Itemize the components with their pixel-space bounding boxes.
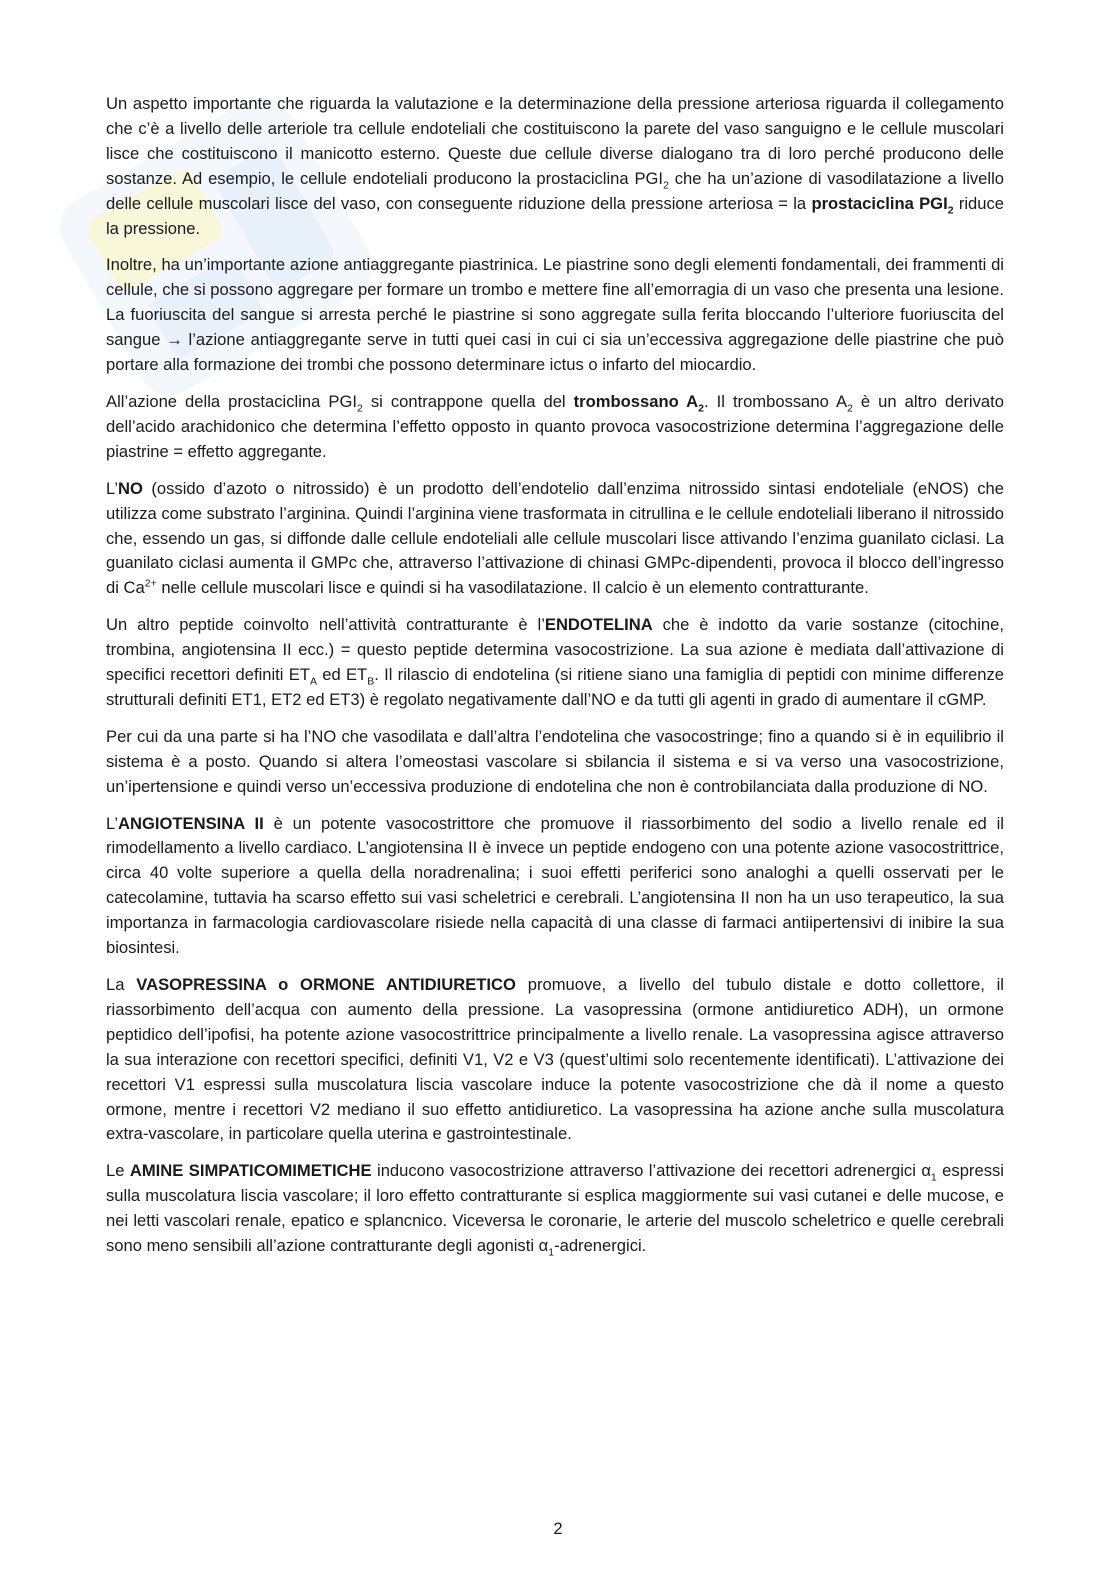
text-run: è un altro derivato dell’acido arachidonico che determina l’effetto opposto in quanto provoca vasocostrizione determina l’aggregazione delle piastrine = effetto aggregante. (106, 391, 1004, 461)
text-run: espressi sulla muscolatura liscia vascolare; il loro effetto contratturante si esplica maggiormente sui vasi cutanei e delle mucose, e nei letti vascolari renale, epatico e splancnico. Viceversa le coronarie, le arterie del muscolo scheletrico e quelle cerebrali sono meno sensibili all’azione contratturante degli agonisti α (106, 1161, 1004, 1256)
text-run: La (106, 975, 137, 994)
text-run: 2 (663, 179, 669, 192)
text-run: 1 (930, 1171, 937, 1184)
text-run: riduce la pressione. (106, 193, 1005, 238)
text-run: . Il rilascio di endotelina (si ritiene siano una famiglia di peptidi con minime differenze strutturali definiti ET1, ET2 ed ET3) è regolato negativamente dall’NO e da tutti gli agenti in grado di aumentare il cGMP. (106, 665, 1004, 709)
superscript (145, 578, 157, 590)
text-run: 2 (356, 402, 363, 415)
text-run: . Il trombossano A (703, 391, 848, 411)
text-run: All’azione della prostaciclina PGI (106, 391, 357, 411)
text-run: L’ (106, 813, 118, 833)
text-run: 1 (548, 1246, 555, 1259)
text-run: nelle cellule muscolari lisce e quindi si ha vasodilatazione. Il calcio è un elemento contratturante. (156, 578, 869, 598)
bold-term: trombossano A (573, 391, 699, 411)
bold-term: ANGIOTENSINA II (118, 813, 264, 833)
subscript (310, 675, 317, 687)
text-run: Inoltre, ha un’importante azione antiaggregante piastrinica. Le piastrine sono degli elementi fondamentali, dei frammenti di cellule, che si possono aggregare per formare un trombo e mettere fine all’emorragia di un vaso che presenta una lesione. La fuoriuscita del sangue si arresta perché le piastrine si sono aggregate sulla ferita bloccando l’ulteriore fuoriuscita del sangue → l’azione antiaggregante serve in tutti quei casi in cui ci sia un’eccessiva aggregazione delle piastrine che può portare alla formazione dei trombi che possono determinare ictus o infarto del miocardio. (106, 255, 1004, 375)
bold-term: AMINE SIMPATICOMIMETICHE (129, 1161, 372, 1181)
bold-term: 2 (947, 203, 954, 216)
text-run: che è indotto da varie sostanze (citochine, trombina, angiotensina II ecc.) = questo peptide determina vasocostrizione. La sua azione è mediata dall’attivazione di specifici recettori definiti ET (106, 615, 1004, 685)
bold-term: prostaciclina PGI (811, 193, 948, 213)
text-run: inducono vasocostrizione attraverso l’attivazione dei recettori adrenergici α (371, 1161, 931, 1181)
text-run: si contrappone quella del (362, 391, 574, 411)
document-body (106, 92, 1004, 1271)
bold-term: VASOPRESSINA o ORMONE ANTIDIURETICO (136, 975, 516, 994)
text-run: ed ET (316, 665, 368, 685)
text-run: -adrenergici. (554, 1236, 647, 1256)
paragraph (106, 253, 1004, 378)
paragraph (106, 390, 1004, 465)
text-run: Per cui da una parte si ha l’NO che vasodilata e dall’altra l’endotelina che vasocostringe; fino a quando si è in equilibrio il sistema è a posto. Quando si altera l’omeostasi vascolare si sbilancia il sistema e si va verso una vasocostrizione, un’ipertensione e quindi verso un’eccessiva produzione di endotelina che non è controbilanciata dalla produzione di NO. (106, 726, 1004, 796)
text-run: B (367, 675, 375, 688)
paragraph (106, 812, 1004, 961)
text-run: è un potente vasocostrittore che promuove il riassorbimento del sodio a livello renale ed il rimodellamento a livello cardiaco. L’angiotensina II è invece un peptide endogeno con una potente azione vasocostrittrice, circa 40 volte superiore a quella della noradrenalina; i suoi effetti periferici sono analoghi a quelli osservati per le catecolamine, tuttavia ha scarso effetto sui vasi scheletrici e cerebrali. L’angiotensina II non ha un uso terapeutico, la sua importanza in farmacologia cardiovascolare risiede nella capacità di una classe di farmaci antiipertensivi di inibire la sua biosintesi. (106, 813, 1004, 958)
text-run: che ha un’azione di vasodilatazione a livello delle cellule muscolari lisce del vaso, con conseguente riduzione della pressione arteriosa = la (106, 168, 1005, 213)
text-run: A (309, 675, 317, 688)
text-run: 2 (847, 402, 853, 415)
text-run: Un aspetto importante che riguarda la valutazione e la determinazione della pressione arteriosa riguarda il collegamento che c’è a livello delle arteriole tra cellule endoteliali che costituiscono la parete del vaso sanguigno e le cellule muscolari lisce che costituiscono il manicotto esterno. Queste due cellule diverse dialogano tra di loro perché producono delle sostanze. Ad esempio, le cellule endoteliali producono la prostaciclina PGI (106, 94, 1004, 188)
text-run: L’ (106, 478, 118, 498)
page-number: 2 (553, 1519, 563, 1538)
paragraph (106, 973, 1004, 1147)
paragraph (106, 92, 1004, 241)
bold-term: ENDOTELINA (544, 615, 653, 635)
text-run: Un altro peptide coinvolto nell’attività contratturante è l’ (106, 615, 545, 635)
text-run: promuove, a livello del tubulo distale e dotto collettore, il riassorbimento dell’acqua con aumento della pressione. La vasopressina (ormone antidiuretico ADH), un ormone peptidico dell’ipofisi, ha potente azione vasocostrittrice principalmente a livello renale. La vasopressina agisce attraverso la sua interazione con recettori specifici, definiti V1, V2 e V3 (quest’ultimi solo recentemente identificati). L’attivazione dei recettori V1 espressi sulla muscolatura liscia vascolare induce la potente vasocostrizione che dà il nome a questo ormone, mentre i recettori V2 mediano il suo effetto antidiuretico. La vasopressina ha azione anche sulla muscolatura extra-vascolare, in particolare quella uterina e gastrointestinale. (106, 975, 1004, 1144)
text-run: Le (106, 1161, 130, 1181)
text-run: (ossido d’azoto o nitrossido) è un prodotto dell’endotelio dall’enzima nitrossido sintasi endoteliale (eNOS) che utilizza come substrato l’arginina. Quindi l’arginina viene trasformata in citrullina e le cellule endoteliali liberano il nitrossido che, essendo un gas, si diffonde dalle cellule endoteliali alle cellule muscolari lisce attivando l’enzima guanilato ciclasi. La guanilato ciclasi aumenta il GMPc che, attraverso l’attivazione di chinasi GMPc-dipendenti, provoca il blocco dell’ingresso di Ca (106, 478, 1004, 598)
paragraph (106, 725, 1004, 800)
bold-term: NO (118, 478, 143, 498)
paragraph (106, 613, 1004, 713)
paragraph (106, 1159, 1004, 1259)
bold-term: 2 (698, 402, 704, 415)
text-run: 2+ (144, 577, 157, 590)
paragraph (106, 477, 1004, 602)
